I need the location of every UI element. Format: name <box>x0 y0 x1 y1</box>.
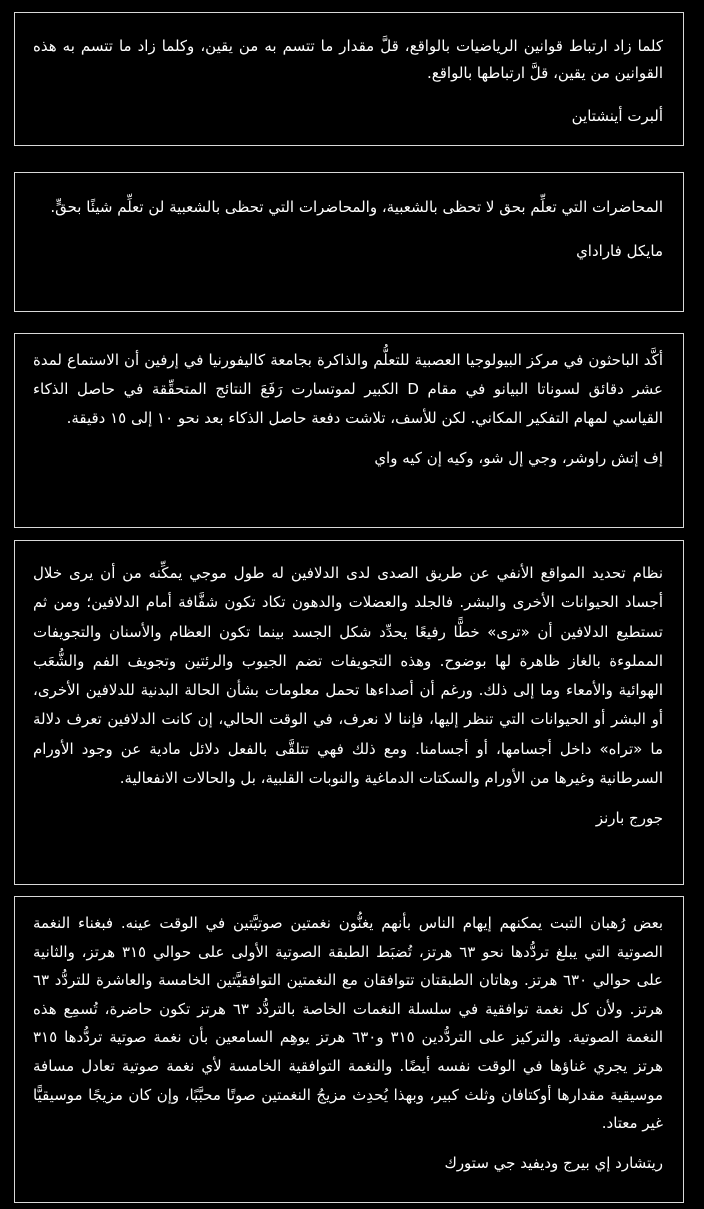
quote-text: كلما زاد ارتباط قوانين الرياضيات بالواقع، قلَّ مقدار ما تتسم به من يقين، وكلما زاد ما تتسم به هذه القوانين من يقين، قلَّ ارتباطها بالواقع. <box>33 37 663 82</box>
quote-card <box>14 333 684 528</box>
quote-card <box>14 172 684 312</box>
quote-text: نظام تحديد المواقع الأنفي عن طريق الصدى لدى الدلافين له طول موجي يمكِّنه من أن يرى خلال أجساد الحيوانات الأخرى والبشر. فالجلد والعضلات والدهون تكاد تكون شفَّافة أمام الدلافين؛ ومن ثم تستطيع الدلافين أن «ترى» خطًّا رفيعًا يحدِّد شكل الجسد بينما تكون العظام والأسنان والتجويفات المملوءة بالغاز ظاهرة لها بوضوح. وهذه التجويفات تضم الجيوب والرئتين وتجويف الفم والشُّعَب الهوائية والأمعاء وما إلى ذلك. ورغم أن أصداءها تحمل معلومات بشأن الحالة البدنية للدلافين الأخرى، أو البشر أو الحيوانات التي تنظر إليها، فإننا لا نعرف، في الوقت الحالي، إن كانت الدلافين تعرف دلالة ما «تراه» داخل أجسامها، أو أجسامنا. ومع ذلك فهي تتلقَّى بالفعل دلائل مادية عن وجود الأورام السرطانية وغيرها من الأورام والسكتات الدماغية والنوبات القلبية، بل والحالات الانفعالية. <box>33 564 663 788</box>
quote-author: مايكل فاراداي <box>576 242 663 260</box>
quote-author: ألبرت أينشتاين <box>571 107 663 125</box>
quote-text: أكَّد الباحثون في مركز البيولوجيا العصبية للتعلُّم والذاكرة بجامعة كاليفورنيا في إرفين أن الاستماع لمدة عشر دقائق لسوناتا البيانو في مقام D الكبير لموتسارت رَفَعَ النتائج المتحقِّقة في حاصل الذكاء القياسي لمهام التفكير المكاني. لكن للأسف، تلاشت دفعة حاصل الذكاء بعد نحو ١٠ إلى ١٥ دقيقة. <box>33 351 663 427</box>
quote-author: جورج بارنز <box>595 809 663 828</box>
quote-text: المحاضرات التي تعلِّم بحق لا تحظى بالشعبية، والمحاضرات التي تحظى بالشعبية لن تعلِّم شيئًا بحقٍّ. <box>50 198 663 216</box>
quote-card <box>14 540 684 885</box>
quote-author: إف إتش راوشر، وجي إل شو، وكيه إن كيه واي <box>374 449 663 467</box>
quote-text: بعض رُهبان التبت يمكنهم إيهام الناس بأنهم يغنُّون نغمتين صوتيَّتين في الوقت عينه. فبغناء النغمة الصوتية التي يبلغ تردُّدها نحو ٦٣ هرتز، تُضبَط الطبقة الصوتية الأولى على حوالي ٣١٥ هرتز، والثانية على حوالي ٦٣٠ هرتز. وهاتان الطبقتان تتوافقان مع النغمتين التوافقيَّتين الخامسة والعاشرة للتردُّد ٦٣ هرتز. ولأن كل نغمة توافقية في سلسلة النغمات الخاصة بالتردُّد ٦٣ هرتز تكون حاضرة، تُسمِع هذه النغمة الصوتية. والتركيز على التردُّدين ٣١٥ و٦٣٠ هرتز يوهِم السامعين بأن نغمة صوتية تردُّدها ٣١٥ هرتز يجري غناؤها في الوقت نفسه أيضًا. والنغمة التوافقية الخامسة لأي نغمة صوتية تعادل مسافة موسيقية مقدارها أوكتافان وثلث كبير، وبهذا يُحدِث مزيجُ النغمتين صوتًا محبَّبًا، وإن كان مزيجًا موسيقيًّا غير معتاد. <box>33 914 663 1133</box>
quote-card <box>14 896 684 1203</box>
quote-card <box>14 12 684 146</box>
quote-author: ريتشارد إي بيرج وديفيد جي ستورك <box>444 1153 663 1172</box>
